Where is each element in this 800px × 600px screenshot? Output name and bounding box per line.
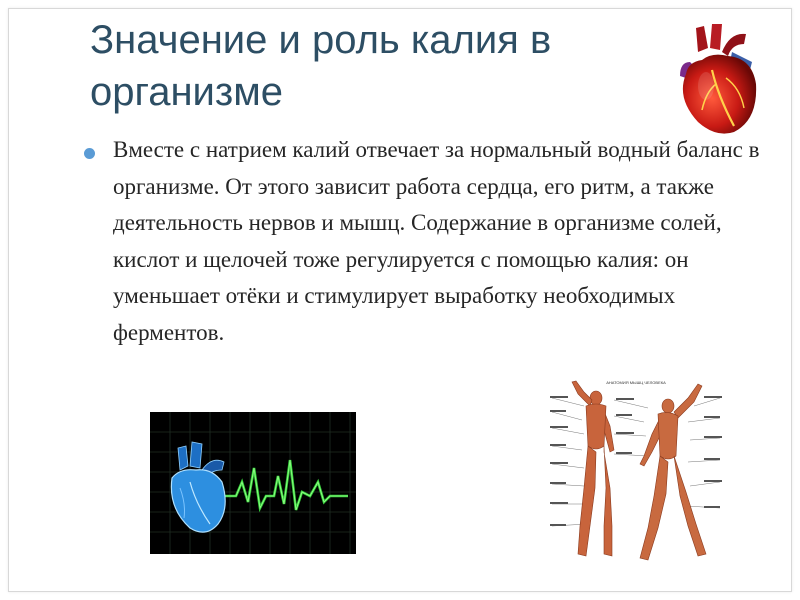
bullet-icon <box>84 148 95 159</box>
heart-icon <box>672 22 762 138</box>
slide-title: Значение и роль калия в организме <box>90 18 552 114</box>
body-paragraph: Вместе с натрием калий отвечает за нормальный водный баланс в организме. От этого зависит работа сердца, его ритм, а также деятельность нервов и мышц. Содержание в организме солей, кислот и щелочей тоже регулируется с помощью калия: он уменьшает отёки и стимулирует выработку необходимых ферментов. <box>113 137 760 345</box>
muscle-chart-label: АНАТОМИЯ МЫШЦ ЧЕЛОВЕКА <box>606 380 666 385</box>
ecg-heart-image <box>150 412 356 554</box>
muscle-anatomy-image <box>548 376 724 566</box>
